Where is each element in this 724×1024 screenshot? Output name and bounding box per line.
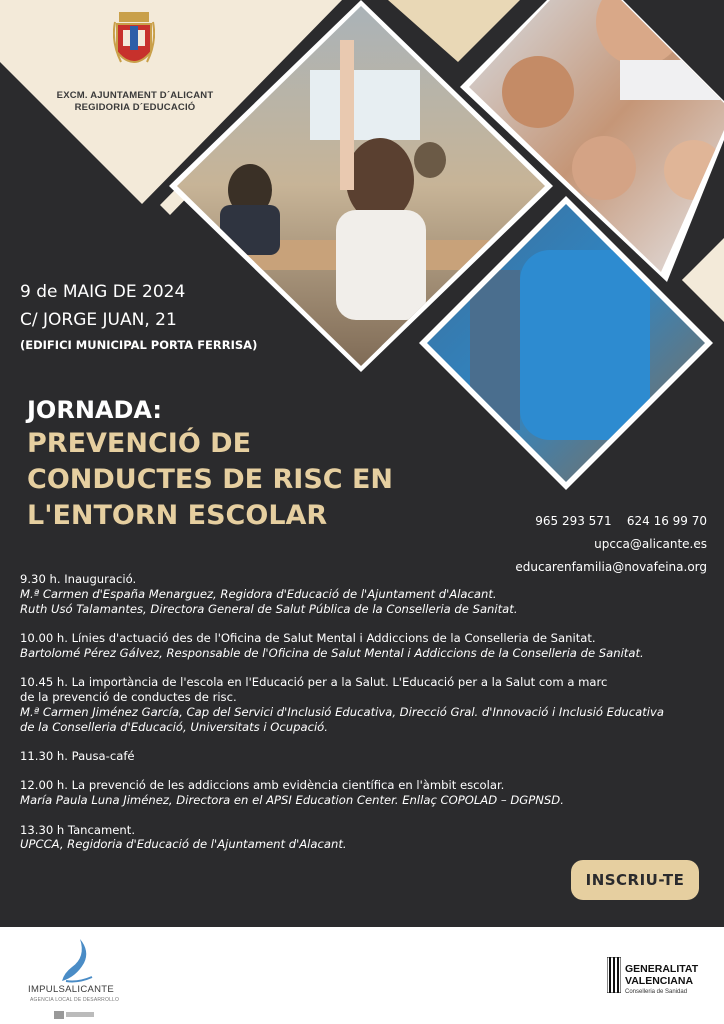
program-item-1 xyxy=(20,572,700,616)
title-prefix: JORNADA: xyxy=(27,396,163,424)
ajuntament-small-mark xyxy=(66,1012,94,1017)
event-address: C/ JORGE JUAN, 21 xyxy=(20,310,177,330)
program-item-speaker: M.ª Carmen Jiménez García, Cap del Servici d'Inclusió Educativa, Direcció Gral. d'Innovació i Inclusió Educativa xyxy=(20,704,664,719)
impuls-brand: IMPULSALICANTE xyxy=(28,984,115,995)
city-coat-of-arms-icon xyxy=(113,12,155,72)
phone-2: 624 16 99 70 xyxy=(626,514,707,528)
program-item-title: 10.00 h. Línies d'actuació des de l'Oficina de Salut Mental i Addiccions de la Conselleria de Sanitat. xyxy=(20,630,596,645)
footer xyxy=(0,927,724,1024)
phone-1: 965 293 571 xyxy=(535,514,612,528)
program-item-5 xyxy=(20,778,700,808)
org-line-2: REGIDORIA D´EDUCACIÓ xyxy=(74,102,196,113)
event-date: 9 de MAIG DE 2024 xyxy=(20,282,186,302)
gv-line-3: Conselleria de Sanidad xyxy=(625,989,688,995)
impuls-alicante-logo-icon xyxy=(58,937,94,985)
program-item-speaker: M.ª Carmen d'España Menarguez, Regidora d'Educació de l'Ajuntament d'Alacant. xyxy=(20,586,497,601)
program-item-speaker: UPCCA, Regidoria d'Educació de l'Ajuntament d'Alacant. xyxy=(20,837,347,852)
program-item-speaker: Bartolomé Pérez Gálvez, Responsable de l'Oficina de Salut Mental i Addiccions de la Conselleria de Sanitat. xyxy=(20,645,644,660)
program-item-3 xyxy=(20,675,700,734)
program-item-title: de la prevenció de conductes de risc. xyxy=(20,689,237,704)
generalitat-valenciana-logo-icon xyxy=(607,957,621,993)
contact-phones xyxy=(535,514,707,528)
contact-email-1[interactable]: upcca@alicante.es xyxy=(594,537,707,551)
title-line-3: L'ENTORN ESCOLAR xyxy=(27,500,328,531)
program-item-title: 13.30 h Tancament. xyxy=(20,822,136,837)
program-item-title: 9.30 h. Inauguració. xyxy=(20,572,137,586)
program-item-2 xyxy=(20,631,700,661)
program-item-speaker: de la Conselleria d'Educació, Universitats i Ocupació. xyxy=(20,719,328,734)
program-item-speaker: Ruth Usó Talamantes, Directora General de Salut Pública de la Conselleria de Sanitat. xyxy=(20,601,518,616)
ajuntament-small-icon xyxy=(54,1011,64,1019)
gv-line-1: GENERALITAT xyxy=(625,963,699,975)
program xyxy=(20,572,700,867)
program-item-title: 11.30 h. Pausa-café xyxy=(20,748,135,763)
title-line-1: PREVENCIÓ DE xyxy=(27,428,252,459)
program-item-6 xyxy=(20,823,700,853)
program-item-title: 12.00 h. La prevenció de les addiccions amb evidència científica en l'àmbit escolar. xyxy=(20,778,505,793)
impuls-subtitle: AGENCIA LOCAL DE DESARROLLO xyxy=(30,997,120,1003)
program-item-title: 10.45 h. La importància de l'escola en l'Educació per a la Salut. L'Educació per a la Salut com a marc xyxy=(20,675,608,690)
gv-line-2: VALENCIANA xyxy=(625,975,694,987)
register-button[interactable]: INSCRIU-TE xyxy=(571,860,699,900)
org-line-1: EXCM. AJUNTAMENT D´ALICANT xyxy=(56,90,214,101)
title-line-2: CONDUCTES DE RISC EN xyxy=(27,464,394,495)
program-item-4 xyxy=(20,749,700,764)
contact-email-2[interactable]: educarenfamilia@novafeina.org xyxy=(515,560,707,574)
event-venue: (EDIFICI MUNICIPAL PORTA FERRISA) xyxy=(20,338,258,352)
program-item-speaker: María Paula Luna Jiménez, Directora en el APSI Education Center. Enllaç COPOLAD – DGPNSD. xyxy=(20,793,564,808)
